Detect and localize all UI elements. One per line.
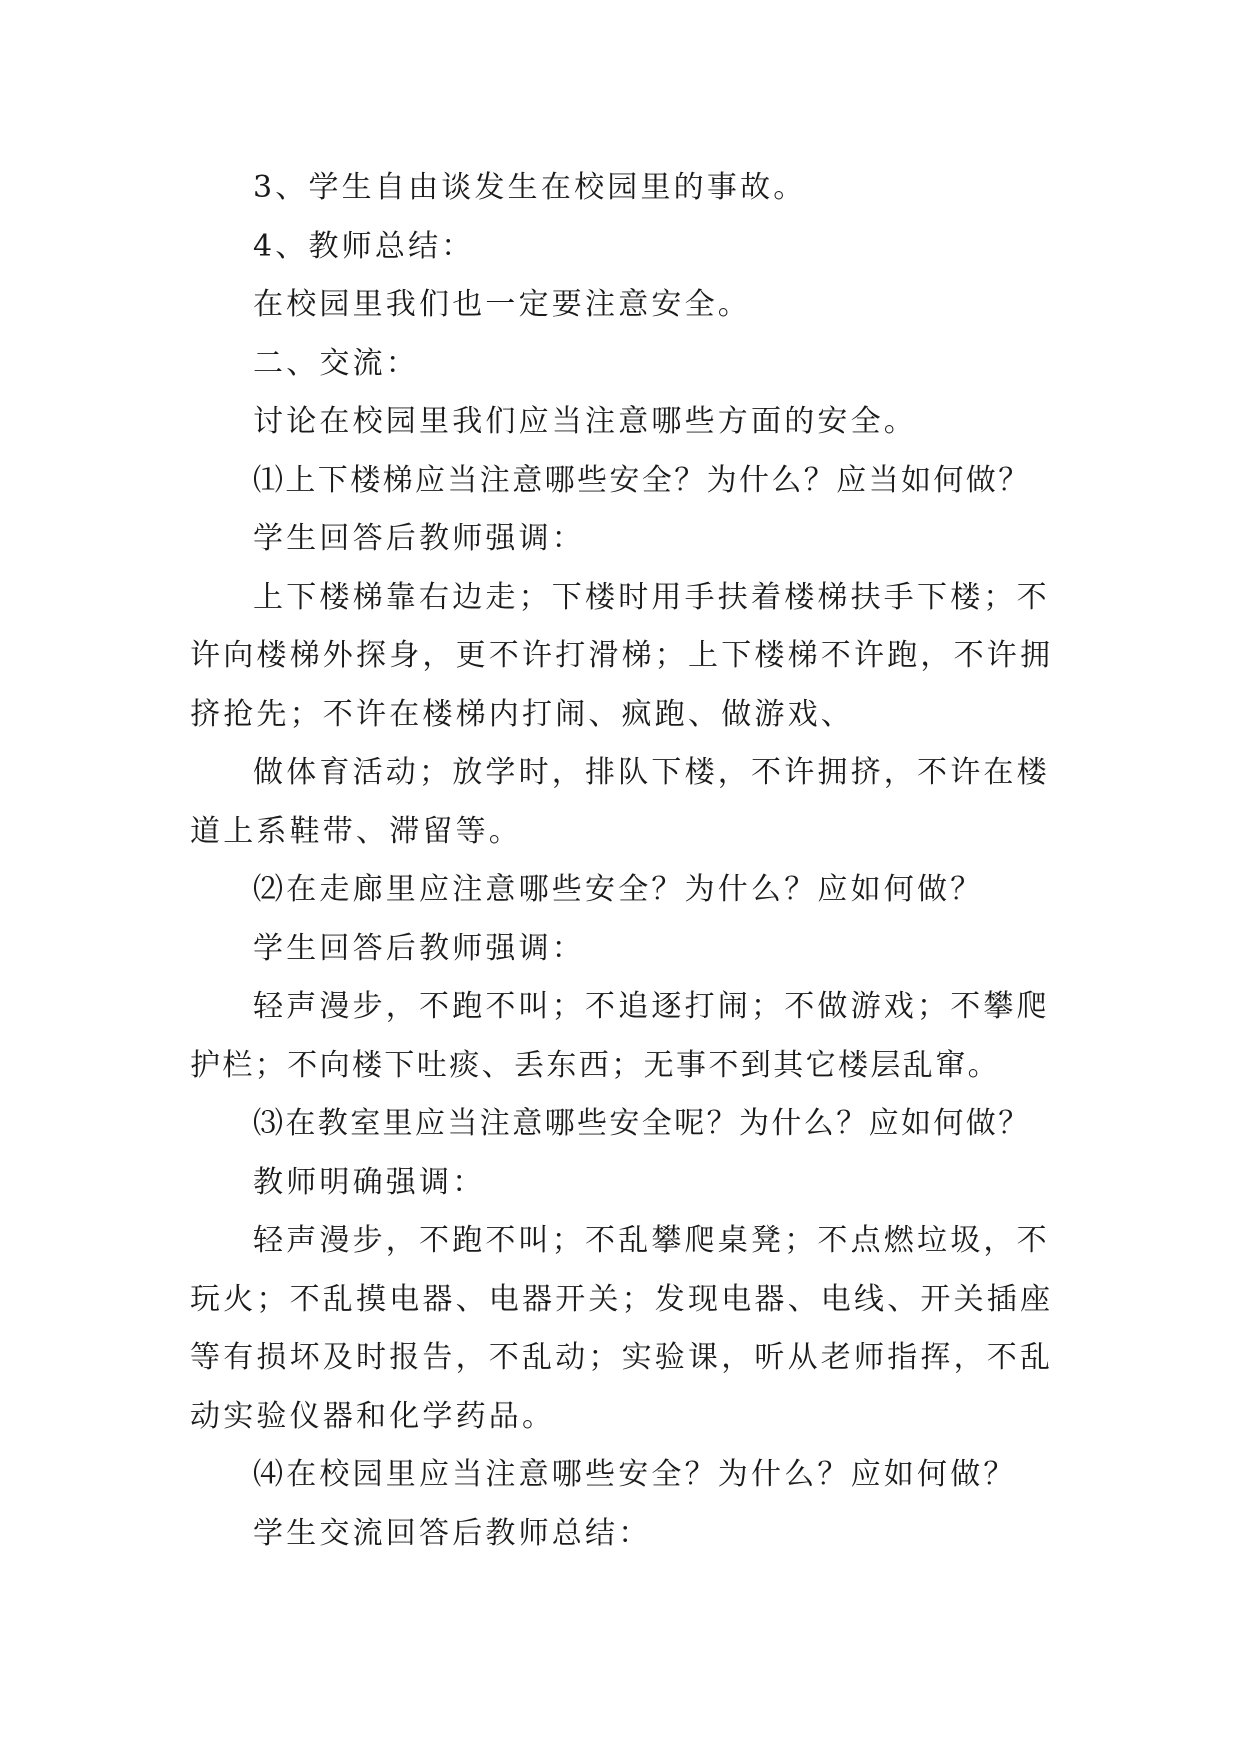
paragraph-line: 学生交流回答后教师总结： [253,1515,652,1551]
paragraph-line: 轻声漫步，不跑不叫；不乱攀爬桌凳；不点燃垃圾，不 [253,1223,1050,1258]
section-heading: 二、交流： [253,345,419,381]
question-line: ⑶在教室里应当注意哪些安全呢？为什么？应如何做？ [253,1106,1031,1141]
paragraph-line: 挤抢先；不许在楼梯内打闹、疯跑、做游戏、 [190,696,854,732]
paragraph-line: 许向楼梯外探身，更不许打滑梯；上下楼梯不许跑，不许拥 [190,638,1054,673]
question-line: ⑴上下楼梯应当注意哪些安全？为什么？应当如何做？ [253,462,1031,498]
paragraph-line: 3、学生自由谈发生在校园里的事故。 [253,170,807,205]
paragraph-line: 讨论在校园里我们应当注意哪些方面的安全。 [253,404,917,439]
paragraph-line: 学生回答后教师强调： [253,521,585,556]
paragraph-line: 做体育活动；放学时，排队下楼，不许拥挤，不许在楼 [253,755,1050,790]
paragraph-line: 上下楼梯靠右边走；下楼时用手扶着楼梯扶手下楼；不 [253,579,1050,615]
paragraph-line: 轻声漫步，不跑不叫；不追逐打闹；不做游戏；不攀爬 [253,989,1050,1024]
paragraph-line: 道上系鞋带、滞留等。 [190,813,522,849]
question-line: ⑷在校园里应当注意哪些安全？为什么？应如何做？ [253,1457,1017,1492]
paragraph-line: 动实验仪器和化学药品。 [190,1398,556,1434]
paragraph-line: 4、教师总结： [253,228,475,264]
question-line: ⑵在走廊里应注意哪些安全？为什么？应如何做？ [253,872,984,907]
paragraph-line: 玩火；不乱摸电器、电器开关；发现电器、电线、开关插座 [190,1281,1054,1317]
paragraph-line: 护栏；不向楼下吐痰、丢东西；无事不到其它楼层乱窜。 [190,1047,1000,1083]
document-body [190,159,1054,1563]
paragraph-line: 学生回答后教师强调： [253,930,585,966]
paragraph-line: 等有损坏及时报告，不乱动；实验课，听从老师指挥，不乱 [190,1340,1054,1375]
paragraph-line: 教师明确强调： [253,1164,486,1200]
paragraph-line: 在校园里我们也一定要注意安全。 [253,287,751,322]
